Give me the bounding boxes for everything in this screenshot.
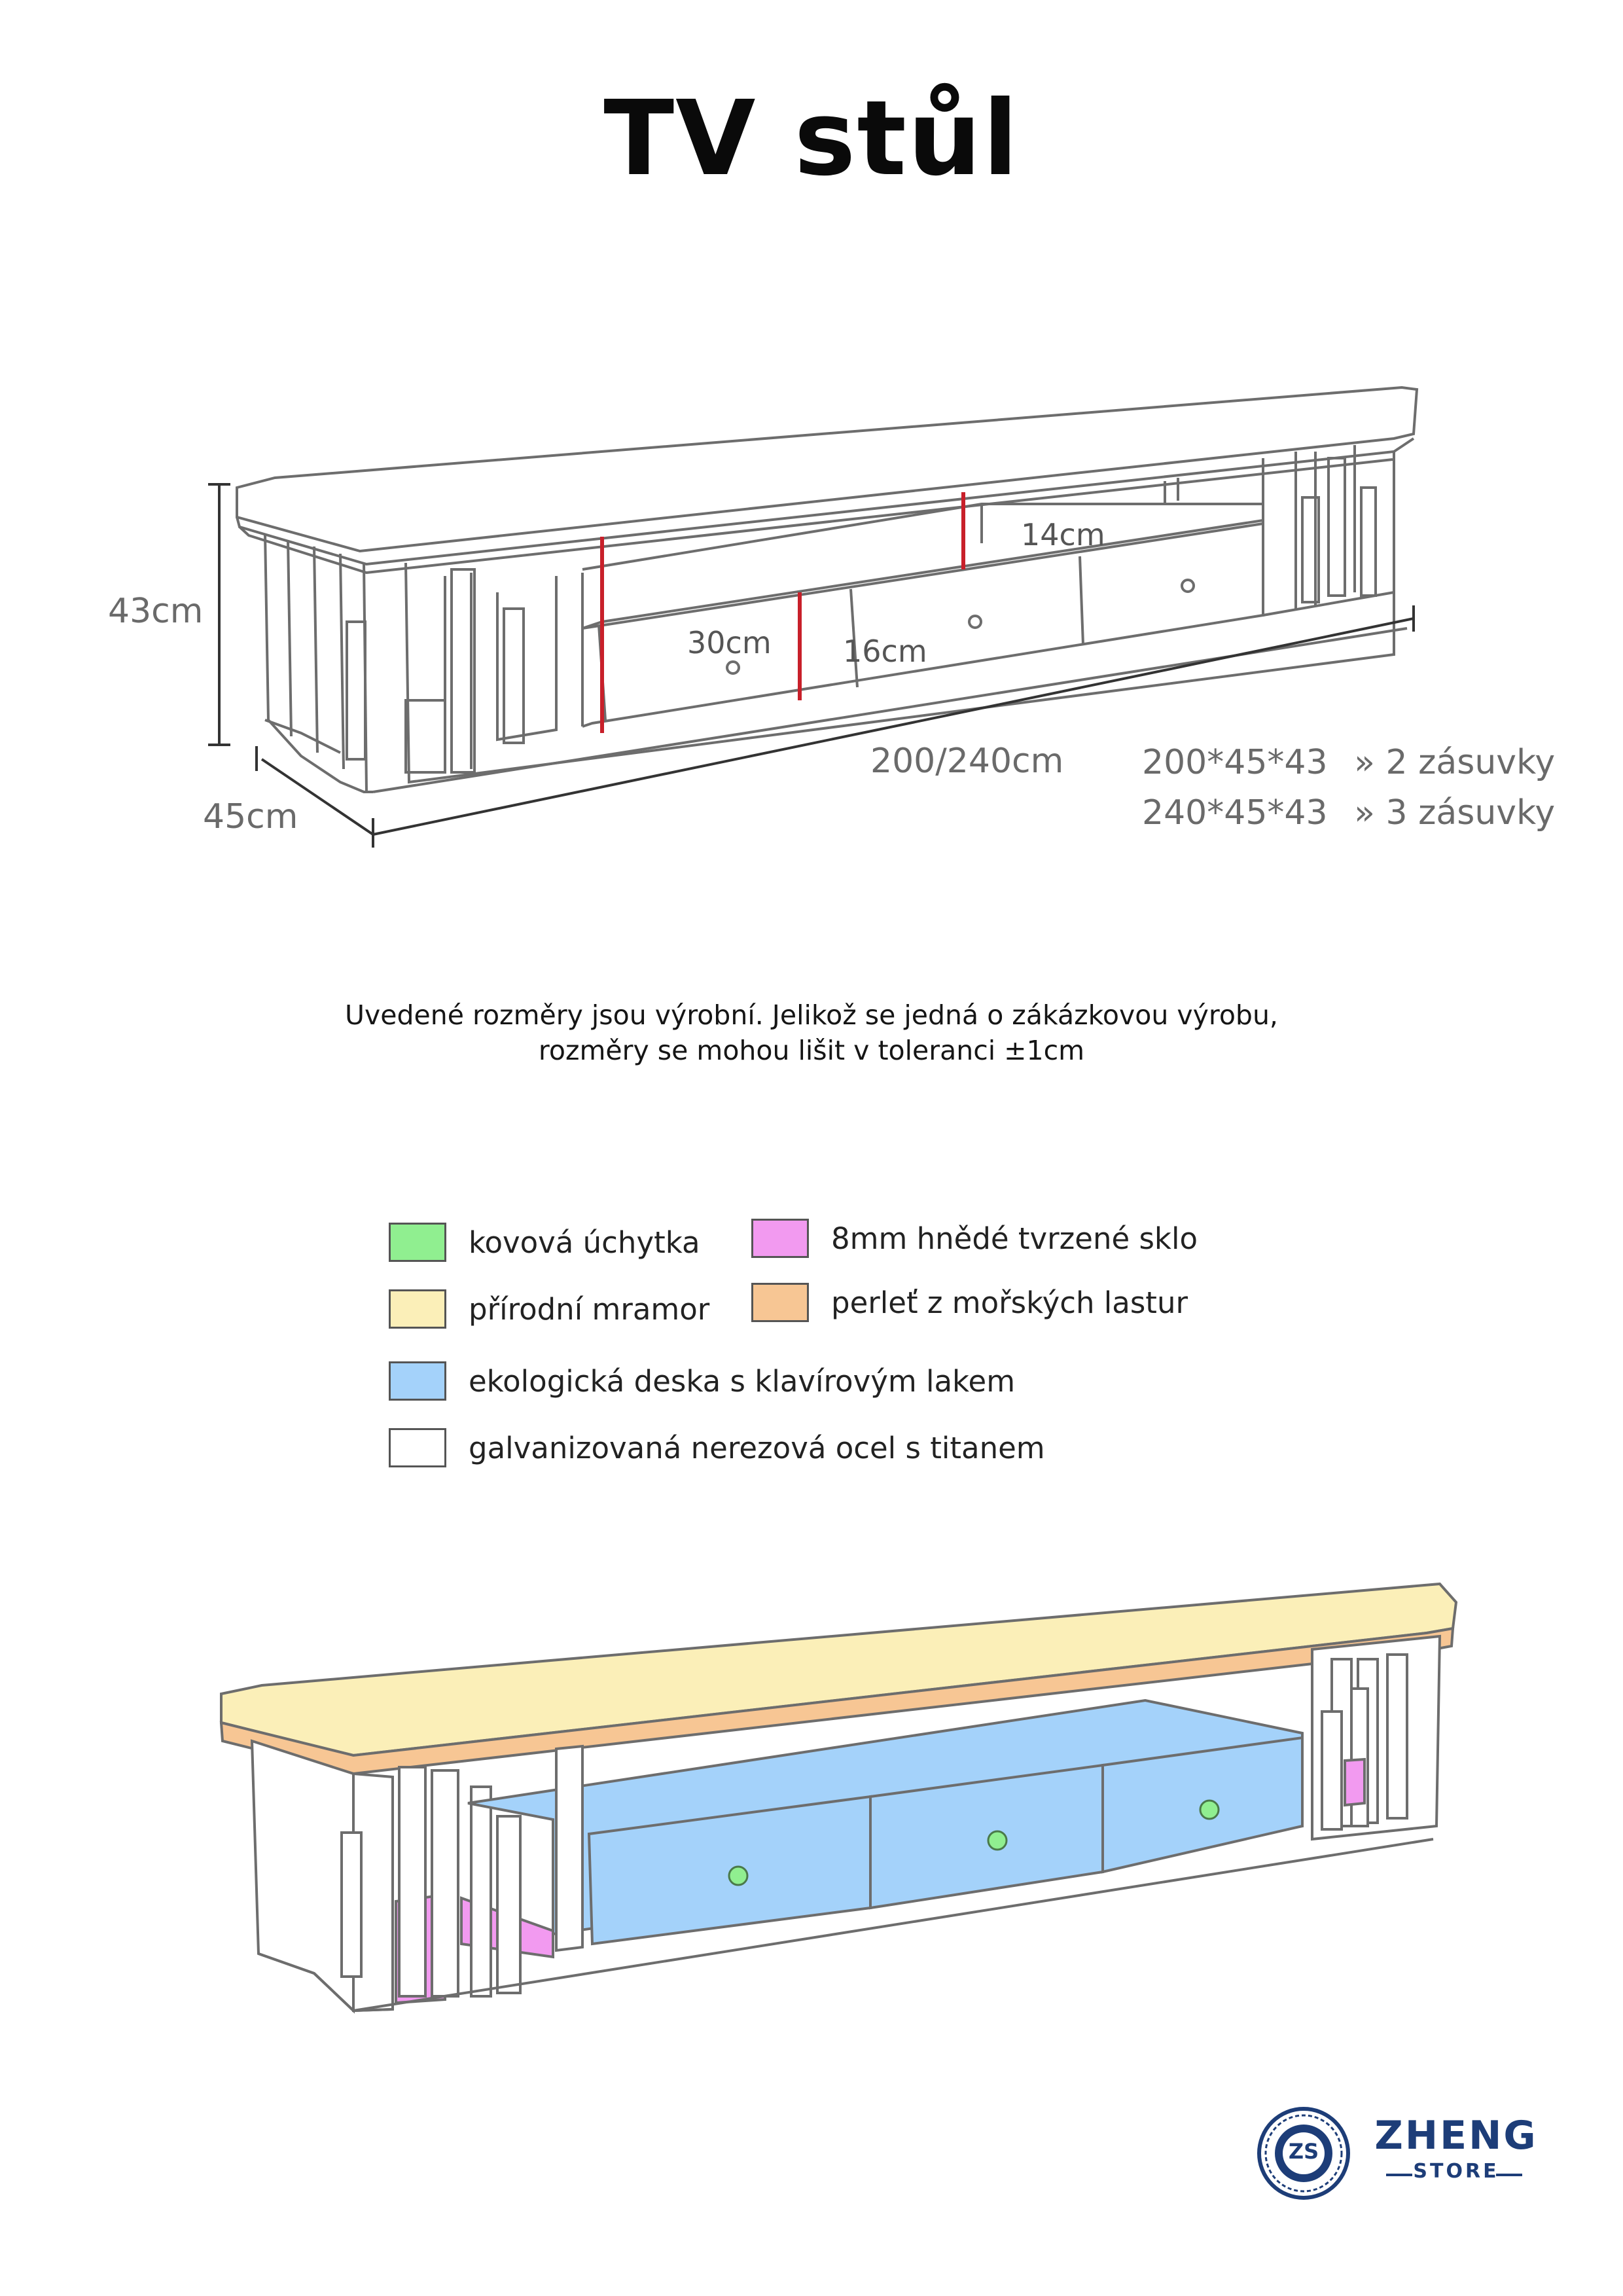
length-label: 200/240cm [870, 742, 1064, 781]
open-space-label: 14cm [1021, 517, 1105, 552]
variant-1-desc: » 2 zásuvky [1354, 743, 1556, 782]
variant-2-size: 240*45*43 [1142, 793, 1328, 833]
depth-label: 45cm [203, 797, 298, 836]
variant-1-size: 200*45*43 [1142, 743, 1328, 782]
brand [1374, 2113, 1538, 2183]
legend-label: kovová úchytka [469, 1225, 700, 1260]
page-title: TV stůl [603, 79, 1020, 199]
legend-label: galvanizovaná nerezová ocel s titanem [469, 1430, 1045, 1465]
tolerance-note-line-2: rozměry se mohou lišit v toleranci ±1cm [538, 1035, 1085, 1066]
height-label: 43cm [108, 592, 204, 631]
seal-text: ZS [1288, 2139, 1319, 2164]
tolerance-note-line-1: Uvedené rozměry jsou výrobní. Jelikož se jedná o zákázkovou výrobu, [345, 999, 1278, 1031]
drawer-height-label: 16cm [843, 634, 927, 669]
drawer-width-label: 30cm [687, 625, 772, 660]
variant-2-desc: » 3 zásuvky [1354, 793, 1556, 833]
brand-sub: STORE [1413, 2160, 1499, 2183]
brand-name: ZHENG [1374, 2113, 1538, 2159]
legend-label: perleť z mořských lastur [831, 1285, 1188, 1320]
legend-label: přírodní mramor [469, 1291, 710, 1327]
legend-label: 8mm hnědé tvrzené sklo [831, 1221, 1198, 1256]
legend-label: ekologická deska s klavírovým lakem [469, 1363, 1016, 1399]
